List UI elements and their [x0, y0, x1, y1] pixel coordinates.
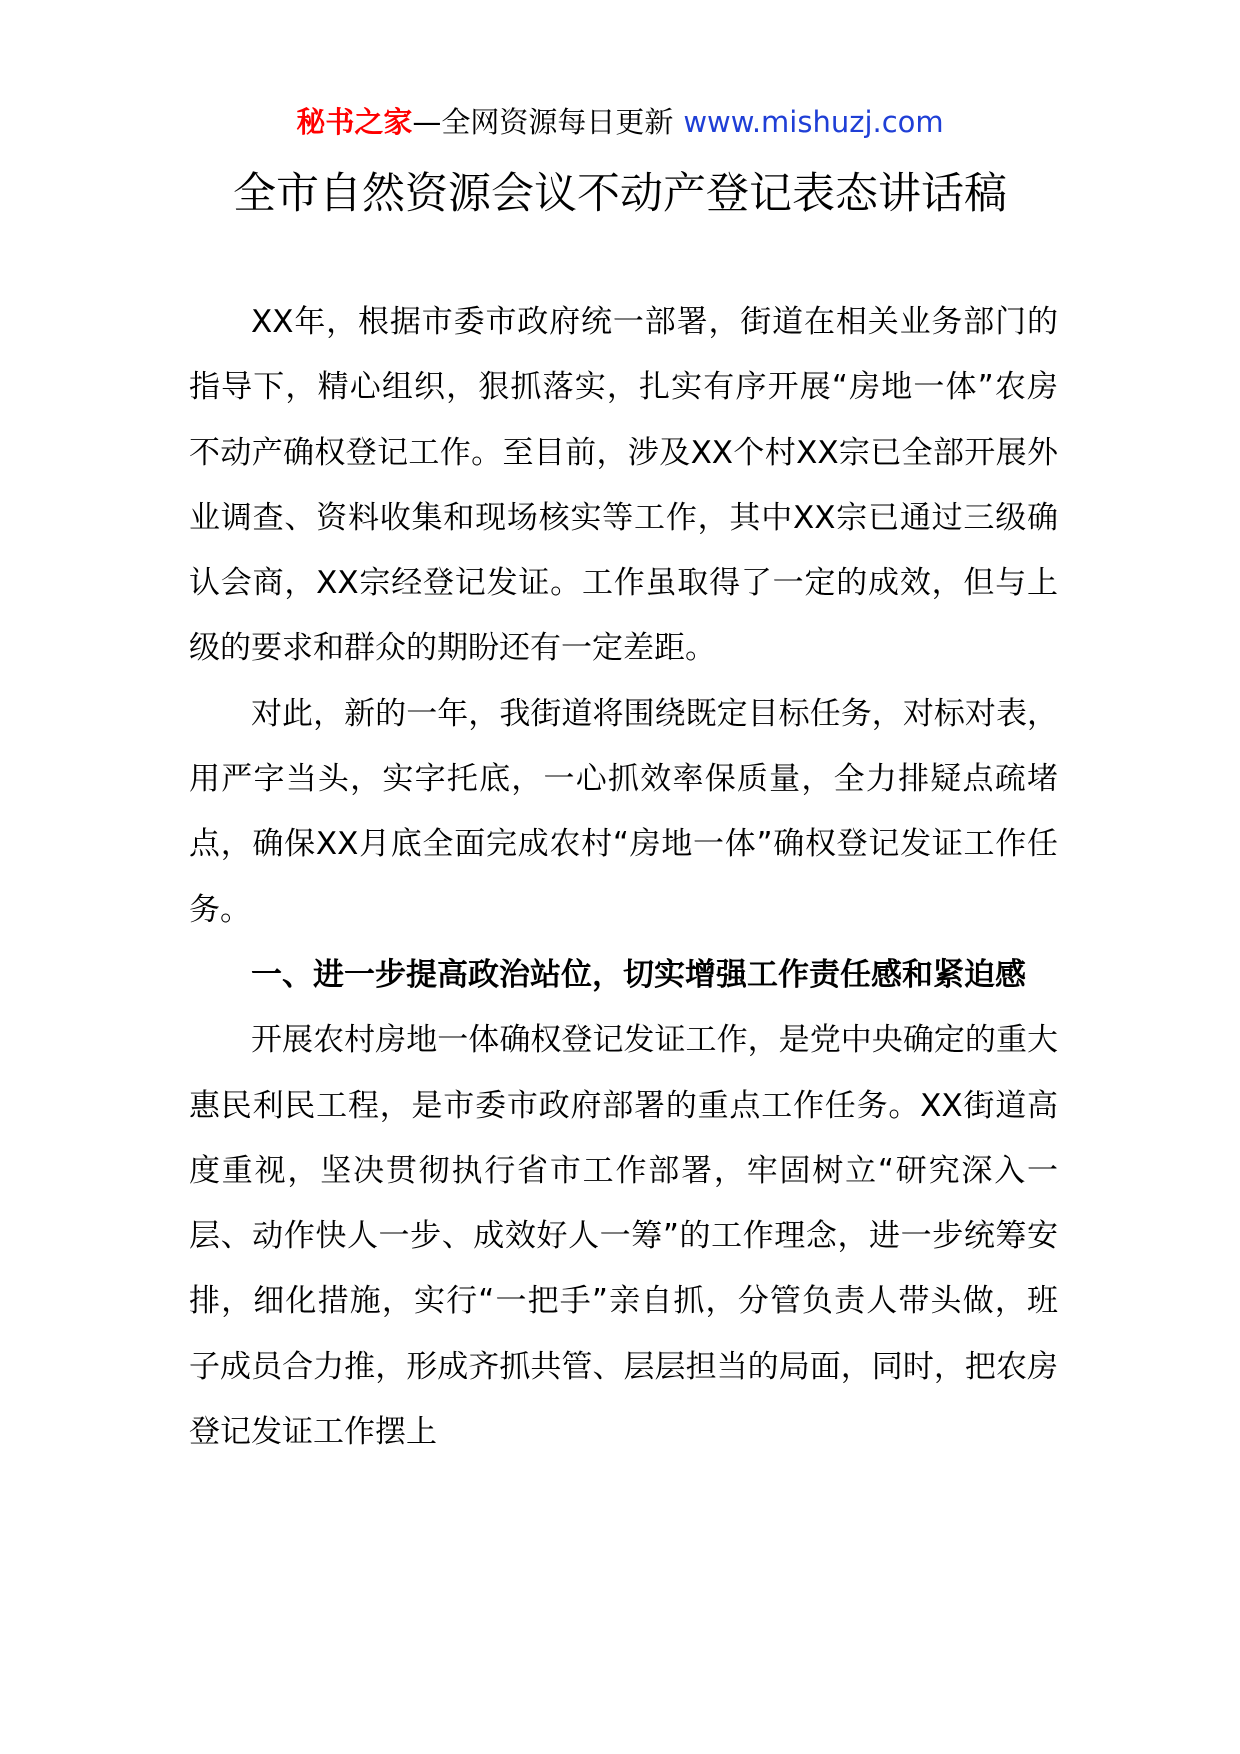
banner-brand-name: 秘书之家	[296, 105, 413, 139]
body-paragraph-1: XX年，根据市委市政府统一部署，街道在相关业务部门的指导下，精心组织，狠抓落实，扎实有序开展“房地一体”农房不动产确权登记工作。至目前，涉及XX个村XX宗已全部开展外业调查、资料收集和现场核实等工作，其中XX宗已通过三级确认会商，XX宗经登记发证。工作虽取得了一定的成效，但与上级的要求和群众的期盼还有一定差距。	[189, 304, 1058, 667]
banner-url-link[interactable]: www.mishuzj.com	[683, 105, 944, 139]
section-heading-1: 一、进一步提高政治站位，切实增强工作责任感和紧迫感	[251, 956, 1026, 993]
header-banner	[0, 100, 1240, 144]
document-body	[189, 290, 1058, 1465]
banner-dash: —	[412, 105, 442, 139]
banner-description: 全网资源每日更新	[441, 105, 674, 139]
body-paragraph-3: 开展农村房地一体确权登记发证工作，是党中央确定的重大惠民利民工程，是市委市政府部署的重点工作任务。XX街道高度重视，坚决贯彻执行省市工作部署，牢固树立“研究深入一层、动作快人一步、成效好人一筹”的工作理念，进一步统筹安排，细化措施，实行“一把手”亲自抓，分管负责人带头做，班子成员合力推，形成齐抓共管、层层担当的局面，同时，把农房登记发证工作摆上	[189, 1022, 1058, 1451]
body-paragraph-2: 对此，新的一年，我街道将围绕既定目标任务，对标对表，用严字当头，实字托底，一心抓效率保质量，全力排疑点疏堵点，确保XX月底全面完成农村“房地一体”确权登记发证工作任务。	[189, 695, 1058, 928]
document-title: 全市自然资源会议不动产登记表态讲话稿	[233, 169, 1007, 219]
